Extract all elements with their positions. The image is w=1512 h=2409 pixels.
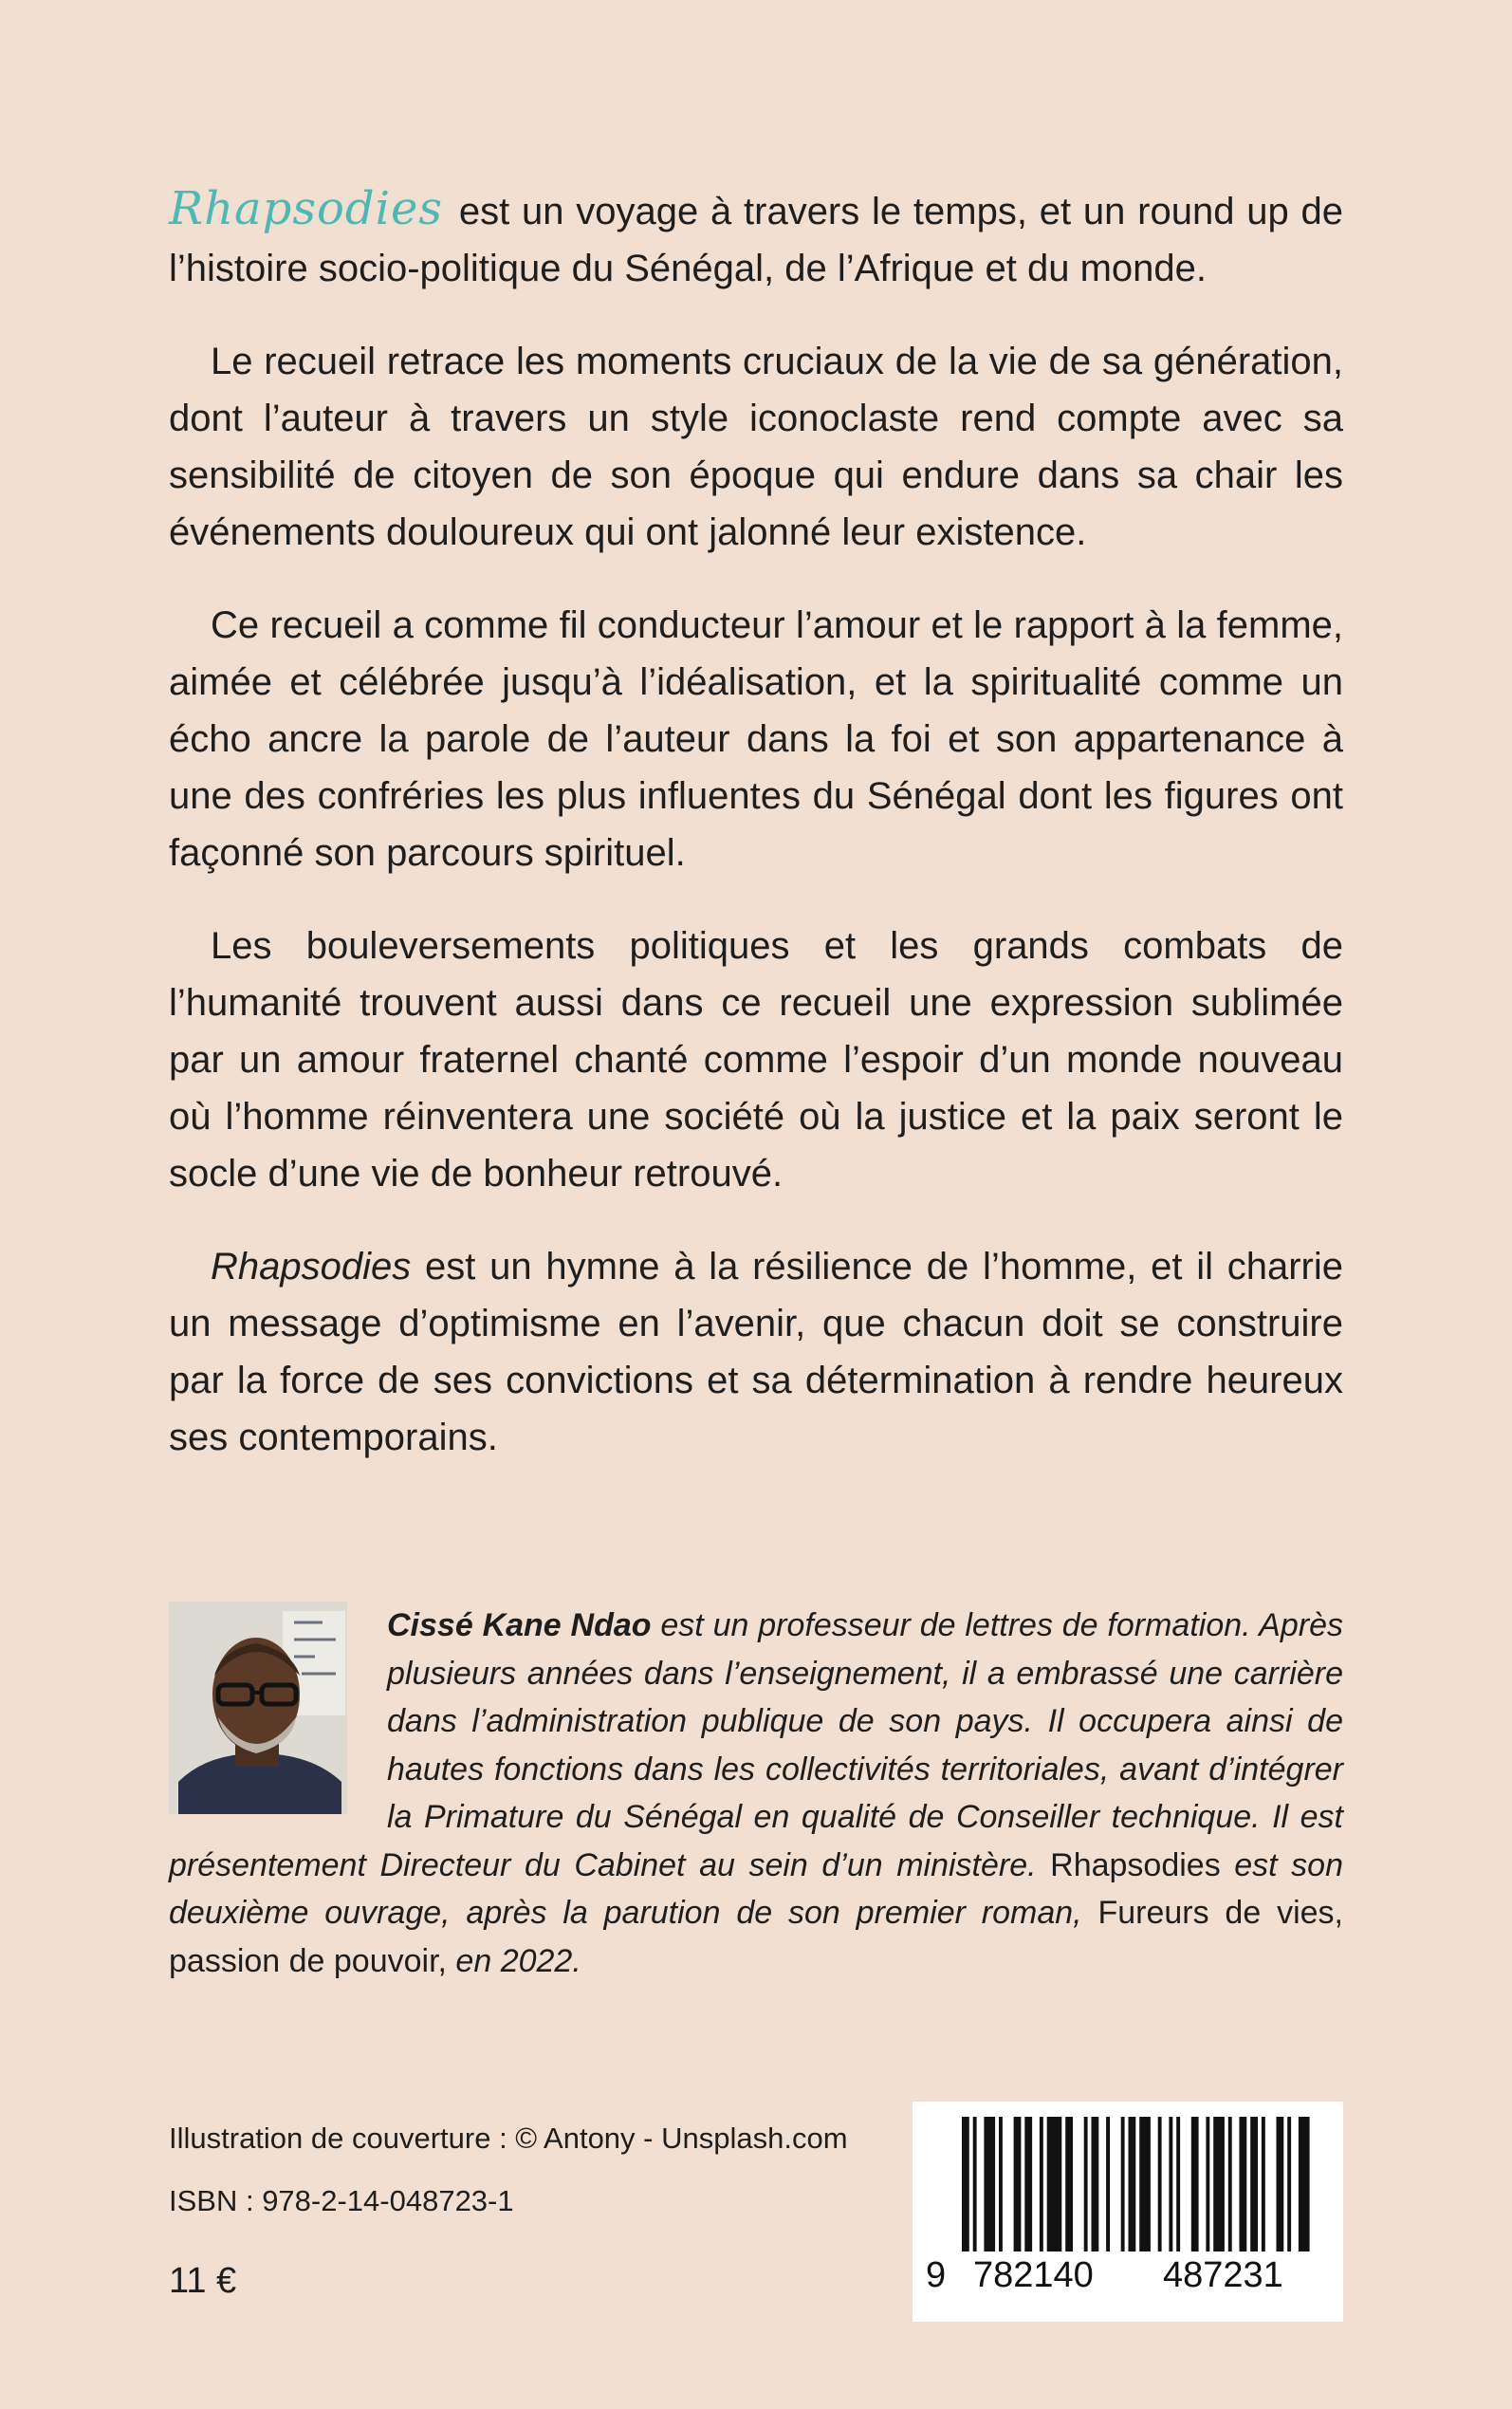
barcode-bar [1014, 2117, 1022, 2251]
barcode-bar [1277, 2117, 1284, 2251]
blurb-paragraph-4: Les bouleversements politiques et les grands combats de l’humanité trouvent aussi dans ce recueil une expression sublimée par un amour fraternel chanté comme l’espoir d’un monde nouveau où l’homme réinventera une société où la justice et la paix seront le socle d’une vie de bonheur retrouvé. [169, 925, 1343, 1195]
author-photo [169, 1602, 347, 1814]
barcode-bar [1206, 2117, 1209, 2251]
bio-text-2: est son deuxième ouvrage, après la parution de son premier roman, [169, 1846, 1343, 1931]
blurb-paragraph-5 [169, 1238, 1343, 1466]
barcode-bar [1129, 2117, 1136, 2251]
barcode-bar [1158, 2117, 1162, 2251]
bio-text-3: en 2022. [446, 1942, 581, 1979]
barcode-bar [1024, 2117, 1032, 2251]
illustration-credit: Illustration de couverture : © Antony - Unsplash.com [169, 2122, 848, 2155]
price: 11 € [169, 2261, 237, 2301]
bio-book-2: Fureurs de vies, passion de pouvoir, [169, 1895, 1343, 1979]
barcode-bar [1191, 2117, 1199, 2251]
blurb [169, 180, 1343, 1502]
barcode-bar [973, 2117, 977, 2251]
barcode-bar [1299, 2117, 1310, 2251]
barcode-bar [999, 2117, 1003, 2251]
barcode-bar [1065, 2117, 1073, 2251]
bio-book-1: Rhapsodies [1050, 1846, 1221, 1883]
barcode-bar [1121, 2117, 1125, 2251]
isbn: ISBN : 978-2-14-048723-1 [169, 2184, 514, 2217]
barcode-bar [1228, 2117, 1232, 2251]
blurb-paragraph-3: Ce recueil a comme fil conducteur l’amour et le rapport à la femme, aimée et célébrée jusqu’à l’idéalisation, et la spiritualité comme un écho ancre la parole de l’auteur dans la foi et son appartenance à une des confréries les plus influentes du Sénégal dont les figures ont façonné son parcours spirituel. [169, 604, 1343, 874]
barcode-group-right: 487231 [1163, 2255, 1283, 2295]
author-name: Cissé Kane Ndao [387, 1607, 652, 1643]
author-bio [169, 1602, 1343, 1985]
barcode-bar [984, 2117, 995, 2251]
author-portrait-icon [169, 1602, 347, 1814]
bio-text-1: est un professeur de lettres de formation. Après plusieurs années dans l’enseignement, il a embrassé une carrière dans l’administration publique de son pays. Il occupera ainsi de hautes fonctions dans les collectivités territoriales, avant d’intégrer la Primature du Sénégal en qualité de Conseiller technique. Il est présentement Directeur du Cabinet au sein d’un ministère. [169, 1607, 1343, 1883]
barcode-group-left: 782140 [973, 2255, 1094, 2295]
barcode-bar [1106, 2117, 1110, 2251]
barcode-bar [1084, 2117, 1088, 2251]
barcode-bar [1047, 2117, 1062, 2251]
blurb-paragraph-1 [169, 180, 1343, 297]
barcode-bar [1213, 2117, 1225, 2251]
blurb-paragraph-2: Le recueil retrace les moments cruciaux de la vie de sa génération, dont l’auteur à travers un style iconoclaste rend compte avec sa sensibilité de citoyen de son époque qui endure dans sa chair les événements douloureux qui ont jalonné leur existence. [169, 341, 1343, 553]
barcode-digits [913, 2255, 1343, 2303]
script-title: Rhapsodies [169, 182, 444, 235]
barcode-bar [1139, 2117, 1151, 2251]
barcode-bar [1240, 2117, 1247, 2251]
barcode-digit-first: 9 [926, 2255, 947, 2295]
barcode [913, 2102, 1343, 2322]
barcode-bar [1176, 2117, 1180, 2251]
barcode-bar [962, 2117, 969, 2251]
barcode-bar [1040, 2117, 1043, 2251]
blurb-paragraph-5-text: est un hymne à la résilience de l’homme, et il charrie un message d’optimisme en l’avenir, que chacun doit se construire par la force de ses convictions et sa détermination à rendre heureux ses contemporains. [169, 1246, 1343, 1458]
barcode-bar [1250, 2117, 1258, 2251]
publication-info [169, 2120, 871, 2300]
blurb-title-italic: Rhapsodies [211, 1246, 412, 1288]
blurb-paragraph-1-text: est un voyage à travers le temps, et un round up de l’histoire socio-politique du Sénégal, de l’Afrique et du monde. [169, 191, 1343, 289]
barcode-bar [1092, 2117, 1099, 2251]
barcode-bar [1262, 2117, 1265, 2251]
barcode-bar [1169, 2117, 1172, 2251]
barcode-bar [1287, 2117, 1291, 2251]
